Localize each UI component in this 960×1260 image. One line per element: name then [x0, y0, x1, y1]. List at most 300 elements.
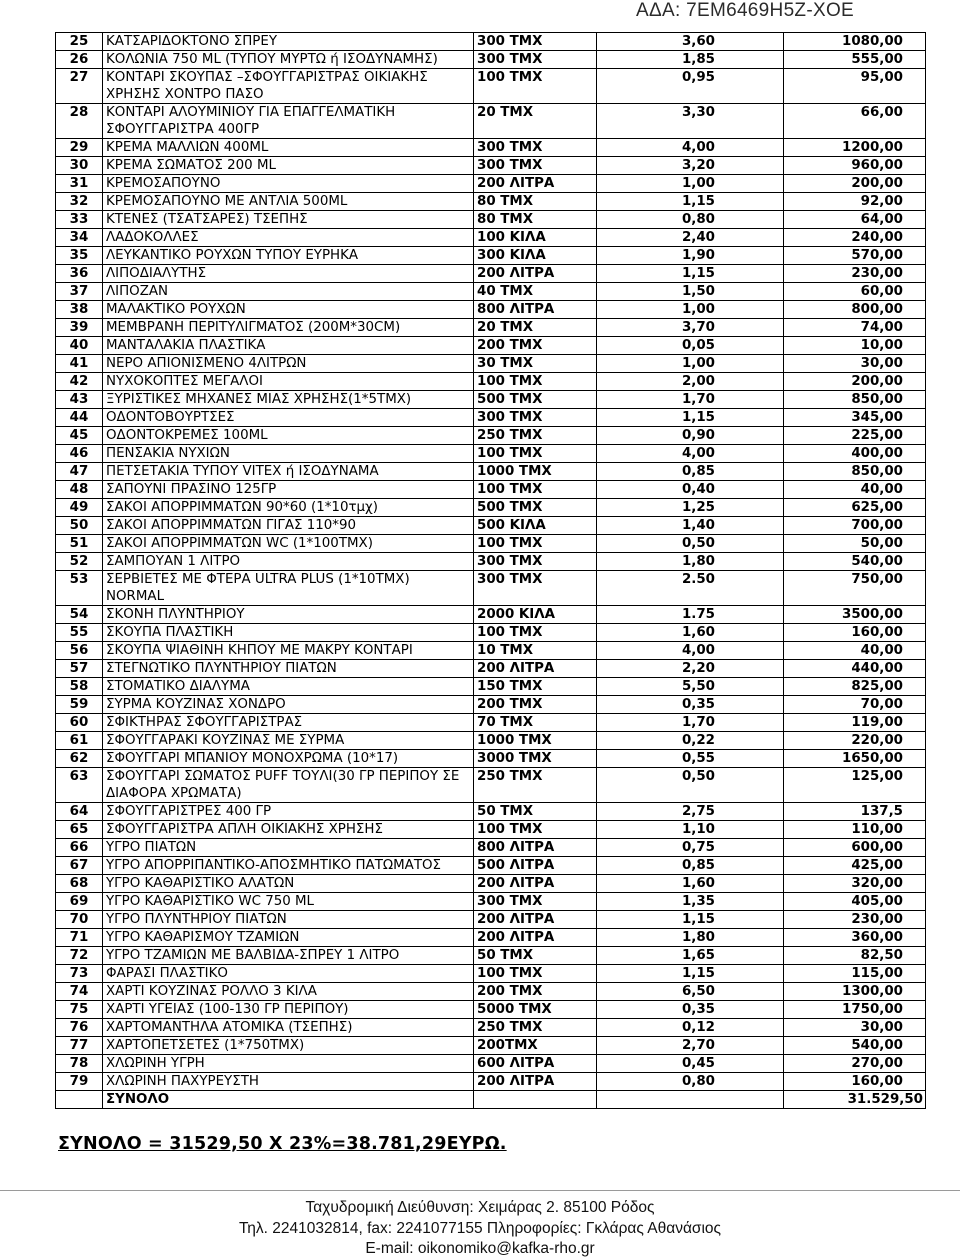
- item-unit-price: 3,30: [597, 104, 784, 139]
- item-number: 42: [56, 373, 103, 391]
- item-quantity: 500 ΤΜΧ: [474, 391, 597, 409]
- item-total: 160,00: [784, 624, 926, 642]
- item-number: 76: [56, 1019, 103, 1037]
- table-row: [56, 768, 926, 803]
- item-unit-price: 0,05: [597, 337, 784, 355]
- item-quantity: 500 ΚΙΛΑ: [474, 517, 597, 535]
- table-row: [56, 750, 926, 768]
- item-number: 74: [56, 983, 103, 1001]
- item-description: ΚΤΕΝΕΣ (ΤΣΑΤΣΑΡΕΣ) ΤΣΕΠΗΣ: [103, 211, 474, 229]
- item-quantity: 300 ΤΜΧ: [474, 157, 597, 175]
- item-number: 64: [56, 803, 103, 821]
- item-number: 50: [56, 517, 103, 535]
- item-total: 700,00: [784, 517, 926, 535]
- item-unit-price: 1,60: [597, 624, 784, 642]
- item-description: ΥΓΡΟ ΤΖΑΜΙΩΝ ΜΕ ΒΑΛΒΙΔΑ-ΣΠΡΕΥ 1 ΛΙΤΡΟ: [103, 947, 474, 965]
- footer-phone: Τηλ. 2241032814, fax: 2241077155 Πληροφορίες: Γκλάρας Αθανάσιος: [238, 1220, 722, 1237]
- total-value: 31.529,50: [784, 1091, 926, 1109]
- item-description: ΜΕΜΒΡΑΝΗ ΠΕΡΙΤΥΛΙΓΜΑΤΟΣ (200Μ*30CM): [103, 319, 474, 337]
- item-number: 61: [56, 732, 103, 750]
- footer-divider: [0, 1190, 960, 1191]
- item-quantity: 300 ΤΜΧ: [474, 139, 597, 157]
- item-unit-price: 1,85: [597, 51, 784, 69]
- item-description: ΥΓΡΟ ΠΙΑΤΩΝ: [103, 839, 474, 857]
- total-label: ΣΥΝΟΛΟ: [103, 1091, 474, 1109]
- table-row: [56, 553, 926, 571]
- item-unit-price: 2,20: [597, 660, 784, 678]
- item-description: ΣΑΠΟΥΝΙ ΠΡΑΣΙΝΟ 125ΓΡ: [103, 481, 474, 499]
- item-quantity: 100 ΤΜΧ: [474, 69, 597, 104]
- item-number: 35: [56, 247, 103, 265]
- item-unit-price: 1,80: [597, 929, 784, 947]
- item-description: ΣΑΚΟΙ ΑΠΟΡΡΙΜΜΑΤΩΝ 90*60 (1*10τμχ): [103, 499, 474, 517]
- item-unit-price: 1,00: [597, 301, 784, 319]
- item-unit-price: 0,50: [597, 768, 784, 803]
- item-number: 36: [56, 265, 103, 283]
- item-total: 425,00: [784, 857, 926, 875]
- item-quantity: 300 ΤΜΧ: [474, 553, 597, 571]
- item-number: 65: [56, 821, 103, 839]
- item-quantity: 200 ΛΙΤΡΑ: [474, 660, 597, 678]
- item-total: 960,00: [784, 157, 926, 175]
- item-description: ΚΡΕΜΟΣΑΠΟΥΝΟ: [103, 175, 474, 193]
- item-quantity: 200ΤΜΧ: [474, 1037, 597, 1055]
- item-number: 68: [56, 875, 103, 893]
- item-number: 51: [56, 535, 103, 553]
- item-unit-price: 1,15: [597, 409, 784, 427]
- table-row: [56, 642, 926, 660]
- item-number: 27: [56, 69, 103, 104]
- item-quantity: 5000 ΤΜΧ: [474, 1001, 597, 1019]
- item-quantity: 300 ΚΙΛΑ: [474, 247, 597, 265]
- item-quantity: 300 ΤΜΧ: [474, 51, 597, 69]
- item-unit-price: 0,22: [597, 732, 784, 750]
- item-total: 750,00: [784, 571, 926, 606]
- item-description: ΜΑΛΑΚΤΙΚΟ ΡΟΥΧΩΝ: [103, 301, 474, 319]
- item-description: ΛΙΠΟΔΙΑΛΥΤΗΣ: [103, 265, 474, 283]
- item-description: ΚΟΝΤΑΡΙ ΑΛΟΥΜΙΝΙΟΥ ΓΙΑ ΕΠΑΓΓΕΛΜΑΤΙΚΗ ΣΦΟΥΓΓΑΡΙΣΤΡΑ 400ΓΡ: [103, 104, 474, 139]
- item-number: 49: [56, 499, 103, 517]
- item-description: ΜΑΝΤΑΛΑΚΙΑ ΠΛΑΣΤΙΚΑ: [103, 337, 474, 355]
- table-row: [56, 732, 926, 750]
- item-total: 3500,00: [784, 606, 926, 624]
- item-quantity: 30 ΤΜΧ: [474, 355, 597, 373]
- table-row: [56, 839, 926, 857]
- table-row: [56, 965, 926, 983]
- item-description: ΣΚΟΥΠΑ ΠΛΑΣΤΙΚΗ: [103, 624, 474, 642]
- item-number: 69: [56, 893, 103, 911]
- item-number: 39: [56, 319, 103, 337]
- table-row: [56, 193, 926, 211]
- item-total: 110,00: [784, 821, 926, 839]
- table-row: [56, 104, 926, 139]
- item-total: 440,00: [784, 660, 926, 678]
- table-row: [56, 821, 926, 839]
- item-description: ΣΦΟΥΓΓΑΡΑΚΙ ΚΟΥΖΙΝΑΣ ΜΕ ΣΥΡΜΑ: [103, 732, 474, 750]
- grand-total: ΣΥΝΟΛΟ = 31529,50 Χ 23%=38.781,29ΕΥΡΩ.: [58, 1134, 507, 1154]
- item-quantity: 200 ΛΙΤΡΑ: [474, 875, 597, 893]
- item-quantity: 200 ΛΙΤΡΑ: [474, 929, 597, 947]
- item-quantity: 70 ΤΜΧ: [474, 714, 597, 732]
- item-description: ΛΙΠΟΖΑΝ: [103, 283, 474, 301]
- item-description: ΥΓΡΟ ΚΑΘΑΡΙΣΤΙΚΟ WC 750 ML: [103, 893, 474, 911]
- item-quantity: 200 ΤΜΧ: [474, 696, 597, 714]
- item-total: 30,00: [784, 1019, 926, 1037]
- item-description: ΟΔΟΝΤΟΚΡΕΜΕΣ 100ML: [103, 427, 474, 445]
- item-description: ΣΑΜΠΟΥΑΝ 1 ΛΙΤΡΟ: [103, 553, 474, 571]
- table-row: [56, 283, 926, 301]
- table-row: [56, 373, 926, 391]
- item-total: 40,00: [784, 481, 926, 499]
- item-unit-price: 1,60: [597, 875, 784, 893]
- item-number: 56: [56, 642, 103, 660]
- item-quantity: 250 ΤΜΧ: [474, 768, 597, 803]
- item-number: 60: [56, 714, 103, 732]
- item-quantity: 800 ΛΙΤΡΑ: [474, 301, 597, 319]
- item-description: ΣΕΡΒΙΕΤΕΣ ΜΕ ΦΤΕΡΑ ULTRA PLUS (1*10ΤΜΧ) NORMAL: [103, 571, 474, 606]
- item-unit-price: 4,00: [597, 642, 784, 660]
- items-table: [55, 32, 926, 1109]
- item-description: ΝΕΡΟ ΑΠΙΟΝΙΣΜΕΝΟ 4ΛΙΤΡΩΝ: [103, 355, 474, 373]
- item-total: 74,00: [784, 319, 926, 337]
- item-quantity: 200 ΛΙΤΡΑ: [474, 911, 597, 929]
- item-number: 45: [56, 427, 103, 445]
- item-number: 57: [56, 660, 103, 678]
- table-row: [56, 51, 926, 69]
- item-unit-price: 0,95: [597, 69, 784, 104]
- item-number: 41: [56, 355, 103, 373]
- item-number: 46: [56, 445, 103, 463]
- item-quantity: 100 ΤΜΧ: [474, 624, 597, 642]
- item-unit-price: 1,15: [597, 965, 784, 983]
- item-number: 67: [56, 857, 103, 875]
- table-row: [56, 427, 926, 445]
- item-total: 125,00: [784, 768, 926, 803]
- item-description: ΚΡΕΜΟΣΑΠΟΥΝΟ ΜΕ ΑΝΤΛΙΑ 500ML: [103, 193, 474, 211]
- item-total: 230,00: [784, 265, 926, 283]
- table-row: [56, 571, 926, 606]
- item-total: 200,00: [784, 175, 926, 193]
- item-total: 92,00: [784, 193, 926, 211]
- item-unit-price: 1,40: [597, 517, 784, 535]
- item-unit-price: 1,00: [597, 355, 784, 373]
- item-description: ΧΛΩΡΙΝΗ ΥΓΡΗ: [103, 1055, 474, 1073]
- table-row: [56, 409, 926, 427]
- table-row: [56, 499, 926, 517]
- table-row: [56, 535, 926, 553]
- item-quantity: 1000 ΤΜΧ: [474, 463, 597, 481]
- item-unit-price: 5,50: [597, 678, 784, 696]
- item-number: 75: [56, 1001, 103, 1019]
- item-quantity: 200 ΛΙΤΡΑ: [474, 265, 597, 283]
- item-number: 37: [56, 283, 103, 301]
- item-total: 1080,00: [784, 33, 926, 51]
- item-description: ΧΑΡΤΙ ΚΟΥΖΙΝΑΣ ΡΟΛΛΟ 3 ΚΙΛΑ: [103, 983, 474, 1001]
- item-quantity: 200 ΤΜΧ: [474, 983, 597, 1001]
- item-number: 66: [56, 839, 103, 857]
- item-unit-price: 1,65: [597, 947, 784, 965]
- item-unit-price: 1,15: [597, 911, 784, 929]
- item-description: ΥΓΡΟ ΚΑΘΑΡΙΣΤΙΚΟ ΑΛΑΤΩΝ: [103, 875, 474, 893]
- item-quantity: 50 ΤΜΧ: [474, 947, 597, 965]
- item-description: ΛΕΥΚΑΝΤΙΚΟ ΡΟΥΧΩΝ ΤΥΠΟΥ ΕΥΡΗΚΑ: [103, 247, 474, 265]
- table-row: [56, 337, 926, 355]
- item-description: ΧΑΡΤΟΠΕΤΣΕΤΕΣ (1*750ΤΜΧ): [103, 1037, 474, 1055]
- table-row: [56, 247, 926, 265]
- item-description: ΣΤΟΜΑΤΙΚΟ ΔΙΑΛΥΜΑ: [103, 678, 474, 696]
- item-quantity: 300 ΤΜΧ: [474, 893, 597, 911]
- table-row: [56, 911, 926, 929]
- item-quantity: 150 ΤΜΧ: [474, 678, 597, 696]
- item-quantity: 100 ΤΜΧ: [474, 373, 597, 391]
- item-total: 64,00: [784, 211, 926, 229]
- item-unit-price: 1,15: [597, 193, 784, 211]
- item-total: 50,00: [784, 535, 926, 553]
- item-total: 270,00: [784, 1055, 926, 1073]
- item-number: 34: [56, 229, 103, 247]
- item-quantity: 250 ΤΜΧ: [474, 427, 597, 445]
- item-unit-price: 0,45: [597, 1055, 784, 1073]
- item-description: ΣΦΟΥΓΓΑΡΙΣΤΡΑ ΑΠΛΗ ΟΙΚΙΑΚΗΣ ΧΡΗΣΗΣ: [103, 821, 474, 839]
- footer-address: Ταχυδρομική Διεύθυνση: Χειμάρας 2. 85100 Ρόδος: [305, 1199, 655, 1216]
- item-number: 55: [56, 624, 103, 642]
- item-description: ΟΔΟΝΤΟΒΟΥΡΤΣΕΣ: [103, 409, 474, 427]
- item-description: ΣΑΚΟΙ ΑΠΟΡΡΙΜΜΑΤΩΝ ΓΙΓΑΣ 110*90: [103, 517, 474, 535]
- table-row: [56, 893, 926, 911]
- item-description: ΣΦΟΥΓΓΑΡΙ ΣΩΜΑΤΟΣ PUFF ΤΟΥΛΙ(30 ΓΡ ΠΕΡΙΠΟΥ ΣΕ ΔΙΑΦΟΡΑ ΧΡΩΜΑΤΑ): [103, 768, 474, 803]
- total-row-number: [56, 1091, 103, 1109]
- item-total: 360,00: [784, 929, 926, 947]
- item-total: 570,00: [784, 247, 926, 265]
- item-unit-price: 0,75: [597, 839, 784, 857]
- item-description: ΣΤΕΓΝΩΤΙΚΟ ΠΛΥΝΤΗΡΙΟΥ ΠΙΑΤΩΝ: [103, 660, 474, 678]
- item-quantity: 40 ΤΜΧ: [474, 283, 597, 301]
- item-total: 1200,00: [784, 139, 926, 157]
- table-row: [56, 714, 926, 732]
- item-quantity: 300 ΤΜΧ: [474, 571, 597, 606]
- item-total: 160,00: [784, 1073, 926, 1091]
- item-quantity: 250 ΤΜΧ: [474, 1019, 597, 1037]
- item-number: 70: [56, 911, 103, 929]
- item-unit-price: 1,15: [597, 265, 784, 283]
- item-description: ΣΑΚΟΙ ΑΠΟΡΡΙΜΜΑΤΩΝ WC (1*100ΤΜΧ): [103, 535, 474, 553]
- item-total: 95,00: [784, 69, 926, 104]
- item-total: 1300,00: [784, 983, 926, 1001]
- item-number: 52: [56, 553, 103, 571]
- item-number: 62: [56, 750, 103, 768]
- item-quantity: 500 ΛΙΤΡΑ: [474, 857, 597, 875]
- item-total: 540,00: [784, 1037, 926, 1055]
- table-row: [56, 301, 926, 319]
- item-unit-price: 0,80: [597, 1073, 784, 1091]
- item-quantity: 100 ΤΜΧ: [474, 821, 597, 839]
- item-number: 53: [56, 571, 103, 606]
- table-row: [56, 69, 926, 104]
- item-total: 600,00: [784, 839, 926, 857]
- item-total: 82,50: [784, 947, 926, 965]
- item-unit-price: 0,55: [597, 750, 784, 768]
- item-description: ΧΑΡΤΙ ΥΓΕΙΑΣ (100-130 ΓΡ ΠΕΡΙΠΟΥ): [103, 1001, 474, 1019]
- item-number: 59: [56, 696, 103, 714]
- item-total: 119,00: [784, 714, 926, 732]
- item-total: 220,00: [784, 732, 926, 750]
- item-total: 400,00: [784, 445, 926, 463]
- item-total: 137,5: [784, 803, 926, 821]
- item-number: 33: [56, 211, 103, 229]
- item-description: ΛΑΔΟΚΟΛΛΕΣ: [103, 229, 474, 247]
- item-description: ΣΥΡΜΑ ΚΟΥΖΙΝΑΣ ΧΟΝΔΡΟ: [103, 696, 474, 714]
- item-quantity: 80 ΤΜΧ: [474, 193, 597, 211]
- item-description: ΚΡΕΜΑ ΜΑΛΛΙΩΝ 400ML: [103, 139, 474, 157]
- item-description: ΚΟΝΤΑΡΙ ΣΚΟΥΠΑΣ –ΣΦΟΥΓΓΑΡΙΣΤΡΑΣ ΟΙΚΙΑΚΗΣ ΧΡΗΣΗΣ ΧΟΝΤΡΟ ΠΑΣΟ: [103, 69, 474, 104]
- item-unit-price: 1,00: [597, 175, 784, 193]
- item-quantity: 200 ΛΙΤΡΑ: [474, 175, 597, 193]
- item-quantity: 100 ΤΜΧ: [474, 535, 597, 553]
- table-row: [56, 624, 926, 642]
- item-description: ΣΦΟΥΓΓΑΡΙΣΤΡΕΣ 400 ΓΡ: [103, 803, 474, 821]
- item-unit-price: 0,35: [597, 696, 784, 714]
- item-number: 79: [56, 1073, 103, 1091]
- table-row: [56, 391, 926, 409]
- item-unit-price: 0,50: [597, 535, 784, 553]
- item-description: ΣΚΟΥΠΑ ΨΙΑΘΙΝΗ ΚΗΠΟΥ ΜΕ ΜΑΚΡΥ ΚΟΝΤΑΡΙ: [103, 642, 474, 660]
- item-total: 225,00: [784, 427, 926, 445]
- item-quantity: 100 ΚΙΛΑ: [474, 229, 597, 247]
- table-row: [56, 678, 926, 696]
- table-row: [56, 517, 926, 535]
- item-total: 1650,00: [784, 750, 926, 768]
- item-description: ΠΕΝΣΑΚΙΑ ΝΥΧΙΩΝ: [103, 445, 474, 463]
- item-total: 1750,00: [784, 1001, 926, 1019]
- item-description: ΧΛΩΡΙΝΗ ΠΑΧΥΡΕΥΣΤΗ: [103, 1073, 474, 1091]
- item-unit-price: 3,60: [597, 33, 784, 51]
- item-unit-price: 3,70: [597, 319, 784, 337]
- table-row: [56, 481, 926, 499]
- item-unit-price: 0,85: [597, 463, 784, 481]
- item-unit-price: 2,00: [597, 373, 784, 391]
- item-quantity: 800 ΛΙΤΡΑ: [474, 839, 597, 857]
- item-total: 625,00: [784, 499, 926, 517]
- table-row: [56, 175, 926, 193]
- table-row: [56, 1019, 926, 1037]
- item-number: 71: [56, 929, 103, 947]
- item-quantity: 10 ΤΜΧ: [474, 642, 597, 660]
- item-number: 32: [56, 193, 103, 211]
- item-unit-price: 0,40: [597, 481, 784, 499]
- item-description: ΝΥΧΟΚΟΠΤΕΣ ΜΕΓΑΛΟΙ: [103, 373, 474, 391]
- table-row: [56, 445, 926, 463]
- table-row: [56, 229, 926, 247]
- item-quantity: 100 ΤΜΧ: [474, 965, 597, 983]
- footer-email: E-mail: oikonomiko@kafka-rho.gr: [365, 1240, 595, 1257]
- table-row: [56, 1073, 926, 1091]
- total-row-price: [597, 1091, 784, 1109]
- item-quantity: 50 ΤΜΧ: [474, 803, 597, 821]
- item-number: 40: [56, 337, 103, 355]
- item-quantity: 300 ΤΜΧ: [474, 33, 597, 51]
- item-number: 63: [56, 768, 103, 803]
- item-total: 540,00: [784, 553, 926, 571]
- ada-code: ΑΔΑ: 7ΕΜ6469Η5Ζ-ΧΟΕ: [636, 0, 854, 21]
- item-quantity: 300 ΤΜΧ: [474, 409, 597, 427]
- item-total: 70,00: [784, 696, 926, 714]
- item-description: ΣΦΙΚΤΗΡΑΣ ΣΦΟΥΓΓΑΡΙΣΤΡΑΣ: [103, 714, 474, 732]
- item-unit-price: 1,70: [597, 714, 784, 732]
- item-quantity: 500 ΤΜΧ: [474, 499, 597, 517]
- item-unit-price: 3,20: [597, 157, 784, 175]
- item-unit-price: 2,75: [597, 803, 784, 821]
- total-row: [56, 1091, 926, 1109]
- item-number: 44: [56, 409, 103, 427]
- table-row: [56, 606, 926, 624]
- item-number: 25: [56, 33, 103, 51]
- item-total: 800,00: [784, 301, 926, 319]
- item-total: 10,00: [784, 337, 926, 355]
- item-quantity: 20 ΤΜΧ: [474, 319, 597, 337]
- item-total: 230,00: [784, 911, 926, 929]
- item-unit-price: 4,00: [597, 445, 784, 463]
- item-unit-price: 4,00: [597, 139, 784, 157]
- table-row: [56, 355, 926, 373]
- item-description: ΚΟΛΩΝΙΑ 750 ML (ΤΥΠΟΥ ΜΥΡΤΩ ή ΙΣΟΔΥΝΑΜΗΣ): [103, 51, 474, 69]
- item-description: ΞΥΡΙΣΤΙΚΕΣ ΜΗΧΑΝΕΣ ΜΙΑΣ ΧΡΗΣΗΣ(1*5ΤΜΧ): [103, 391, 474, 409]
- item-total: 115,00: [784, 965, 926, 983]
- item-total: 200,00: [784, 373, 926, 391]
- item-number: 38: [56, 301, 103, 319]
- item-unit-price: 2,70: [597, 1037, 784, 1055]
- item-quantity: 200 ΛΙΤΡΑ: [474, 1073, 597, 1091]
- item-unit-price: 1,35: [597, 893, 784, 911]
- item-total: 40,00: [784, 642, 926, 660]
- item-number: 28: [56, 104, 103, 139]
- item-unit-price: 0,90: [597, 427, 784, 445]
- item-unit-price: 1,90: [597, 247, 784, 265]
- item-unit-price: 1,80: [597, 553, 784, 571]
- item-quantity: 600 ΛΙΤΡΑ: [474, 1055, 597, 1073]
- item-unit-price: 0,12: [597, 1019, 784, 1037]
- item-number: 31: [56, 175, 103, 193]
- item-description: ΣΦΟΥΓΓΑΡΙ ΜΠΑΝΙΟΥ ΜΟΝΟΧΡΩΜΑ (10*17): [103, 750, 474, 768]
- item-quantity: 200 ΤΜΧ: [474, 337, 597, 355]
- item-unit-price: 1,25: [597, 499, 784, 517]
- table-row: [56, 875, 926, 893]
- item-quantity: 80 ΤΜΧ: [474, 211, 597, 229]
- table-row: [56, 1037, 926, 1055]
- item-unit-price: 6,50: [597, 983, 784, 1001]
- item-number: 30: [56, 157, 103, 175]
- table-row: [56, 947, 926, 965]
- table-row: [56, 1001, 926, 1019]
- table-row: [56, 33, 926, 51]
- item-unit-price: 0,85: [597, 857, 784, 875]
- table-row: [56, 157, 926, 175]
- item-total: 66,00: [784, 104, 926, 139]
- item-number: 43: [56, 391, 103, 409]
- table-row: [56, 319, 926, 337]
- item-total: 555,00: [784, 51, 926, 69]
- item-total: 850,00: [784, 391, 926, 409]
- item-quantity: 100 ΤΜΧ: [474, 481, 597, 499]
- item-total: 405,00: [784, 893, 926, 911]
- item-unit-price: 1,50: [597, 283, 784, 301]
- item-unit-price: 1,70: [597, 391, 784, 409]
- table-row: [56, 1055, 926, 1073]
- table-row: [56, 265, 926, 283]
- item-quantity: 1000 ΤΜΧ: [474, 732, 597, 750]
- item-description: ΠΕΤΣΕΤΑΚΙΑ ΤΥΠΟΥ VITEX ή ΙΣΟΔΥΝΑΜΑ: [103, 463, 474, 481]
- item-total: 825,00: [784, 678, 926, 696]
- item-number: 58: [56, 678, 103, 696]
